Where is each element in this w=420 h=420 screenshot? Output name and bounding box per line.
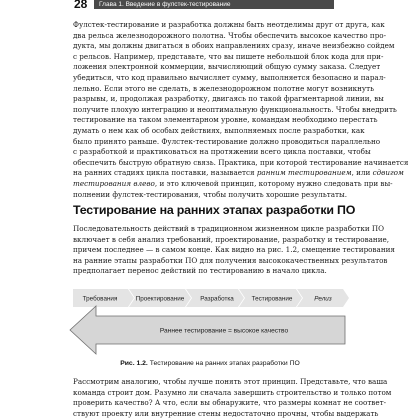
text-line: убедиться, что код правильно вычисляет сумму, выполняется безопасно и парал- <box>73 72 386 82</box>
section-heading: Тестирование на ранних этапах разработки ПО <box>73 203 356 217</box>
text-line: полнении фулстек-тестирования, чтобы получить хорошие результаты. <box>73 189 348 199</box>
text-line: предполагает перенос действий по тестированию в начало цикла. <box>73 266 327 276</box>
text-line: получите плохую интеграцию и неоптимальную функциональность. Чтобы внедрить <box>73 104 397 114</box>
stage-label: Разработка <box>200 295 234 303</box>
text-line: ложения электронной коммерции, вычисляющий общую сумму заказа. Следует <box>73 62 381 72</box>
text-span: , и это ключевой принцип, которому нужно следовать при вы- <box>154 178 393 188</box>
text-line: включает в себя анализ требований, проектирование, разработку и тестирование, <box>73 234 390 244</box>
page-number: 28 <box>74 0 88 11</box>
text-line: тестирование на таком элементарном уровне, командам необходимо перестать <box>73 115 378 125</box>
text-span: , или <box>351 168 373 178</box>
text-span: на ранних стадиях цикла поставки, называется <box>73 168 257 178</box>
text-line: Рассмотрим аналогию, чтобы лучше понять этот принцип. Представьте, что ваша <box>73 377 388 386</box>
text-line: лельно. Если этого не сделать, в железнодорожном полотне могут возникнуть <box>73 83 375 93</box>
text-line: проверить качество? А что, если вы обнаружите, что размеры комнат не соответ- <box>73 398 387 408</box>
text-line: на ранние этапы разработки ПО для получения высококачественных результатов <box>73 255 388 265</box>
stage-label: Проектирование <box>135 295 185 303</box>
caption-label: Рис. 1.2. <box>120 360 148 367</box>
term-shift-left: сдвигом <box>372 168 404 178</box>
stage-label: Тестирование <box>251 295 293 303</box>
text-line: с рельсов. Например, представьте, что вы пишете небольшой блок кода для при- <box>73 51 384 61</box>
text-line: команда строит дом. Разумно ли сначала завершить строительство и только потом <box>73 387 392 397</box>
stage-label: Требования <box>82 295 118 303</box>
paragraph-house-analogy <box>73 377 392 419</box>
term-shift-left-cont: тестирования влево <box>73 178 155 188</box>
stage-label: Релиз <box>314 295 332 303</box>
text-line: думать о нем как об особых действиях, выполняемых после разработки, как <box>73 125 365 135</box>
text-line: два рельса железнодорожного полотна. Чтобы обеспечить высокое качество про- <box>73 30 387 40</box>
text-line: причем последнее — в самом конце. Как видно на рис. 1.2, смещение тестирования <box>73 245 395 255</box>
text-line: с разработкой и практиковаться на протяжении всего цикла поставки, чтобы <box>73 147 371 157</box>
text-line: ствуют проекту или внутренние стены недостаточно прочны, чтобы выдержать <box>73 408 379 418</box>
text-line: было принято раньше. Фулстек-тестирование должно проводиться параллельно <box>73 136 381 146</box>
chapter-title: Глава 1. Введение в фулстек-тестирование <box>99 1 231 8</box>
text-line: Последовательность действий в традиционном жизненном цикле разработки ПО <box>73 224 385 233</box>
text-line: обеспечить быструю обратную связь. Практика, при которой тестирование начинается <box>73 157 409 167</box>
text-line: дукта, мы должны двигаться в обоих направлениях сразу, иначе неизбежно сойдем <box>73 41 395 51</box>
caption-text: Тестирование на ранних этапах разработки ПО <box>149 360 300 367</box>
arrow-label: Раннее тестирование = высокое качество <box>159 327 289 335</box>
text-line: разрывы, и, продолжая разработку, двигаясь по такой фрагментарной линии, вы <box>73 94 384 104</box>
text-line: Фулстек-тестирование и разработка должны быть неотделимы друг от друга, как <box>73 20 385 29</box>
figure-caption <box>0 360 420 367</box>
term-early-testing: ранним тестированием <box>256 168 352 178</box>
